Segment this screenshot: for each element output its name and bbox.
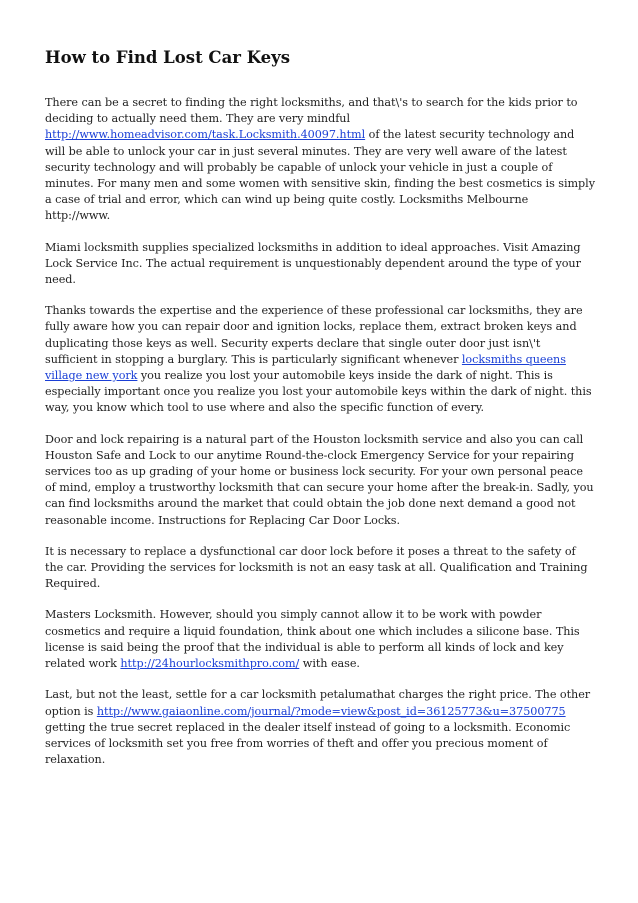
paragraph-text: of the latest security technology and will be able to unlock your car in just several minutes. They are very well aware of the latest security technology and will probably be capable of unlock your vehicle in just a couple of minutes. For many men and some women with sensitive skin, finding the best cosmetics is simply a case of trial and error, which can wind up being quite costly. Locksmiths Melbourne http://www. — [45, 128, 595, 223]
paragraph-text: with ease. — [299, 657, 360, 671]
paragraph-text: Last, but not the least, settle for a car locksmith petalumathat charges the right price. The other option is — [45, 688, 591, 718]
homeadvisor-link[interactable]: http://www.homeadvisor.com/task.Locksmith.40097.html — [45, 128, 366, 142]
paragraph-text: Masters Locksmith. However, should you simply cannot allow it to be work with powder cosmetics and require a liquid foundation, think about one which includes a silicone base. This license is said being the proof that the individual is able to perform all kinds of lock and key related work — [45, 608, 580, 671]
paragraph-2: Miami locksmith supplies specialized locksmiths in addition to ideal approaches. Visit Amazing Lock Service Inc. The actual requirement is unquestionably dependent around the type of your need. — [45, 240, 581, 287]
paragraph-4: Door and lock repairing is a natural part of the Houston locksmith service and also you can call Houston Safe and Lock to our anytime Round-the-clock Emergency Service for your repairing services too as up grading of your home or business lock security. For your own personal peace of mind, employ a trustworthy locksmith that can secure your home after the break-in. Sadly, you can find locksmiths around the market that could obtain the job done next demand a good not reasonable income. Instructions for Replacing Car Door Locks. — [45, 432, 594, 527]
paragraph-5: It is necessary to replace a dysfunctional car door lock before it poses a threat to the safety of the car. Providing the services for locksmith is not an easy task at all. Qualification and Training Required. — [45, 544, 588, 591]
paragraph-3 — [45, 303, 596, 416]
paragraph-6 — [45, 607, 596, 672]
paragraph-text: There can be a secret to finding the right locksmiths, and that\'s to search for the kids prior to deciding to actually need them. They are very mindful — [45, 96, 578, 126]
paragraph-text: Thanks towards the expertise and the experience of these professional car locksmiths, they are fully aware how you can repair door and ignition locks, replace them, extract broken keys and duplicating those keys as well. Security experts declare that single outer door just isn\'t sufficient in stopping a burglary. This is particularly significant whenever — [45, 304, 583, 366]
gaiaonline-link[interactable]: http://www.gaiaonline.com/journal/?mode=view&post_id=36125773&u=37500775 — [96, 704, 566, 718]
paragraph-text: you realize you lost your automobile keys inside the dark of night. This is especially important once you realize you lost your automobile keys within the dark of night. this way, you know which tool to use where and also the specific function of every. — [45, 369, 592, 415]
locksmiths-queens-link[interactable]: locksmiths queens village new york — [45, 352, 566, 383]
24hourlocksmith-link[interactable]: http://24hourlocksmithpro.com/ — [120, 657, 300, 671]
paragraph-7 — [45, 687, 596, 768]
page-title: How to Find Lost Car Keys — [45, 48, 291, 67]
paragraph-1 — [45, 95, 596, 225]
paragraph-text: getting the true secret replaced in the dealer itself instead of going to a locksmith. Economic services of locksmith set you free from worries of theft and offer you precious moment of relaxation. — [45, 720, 571, 767]
